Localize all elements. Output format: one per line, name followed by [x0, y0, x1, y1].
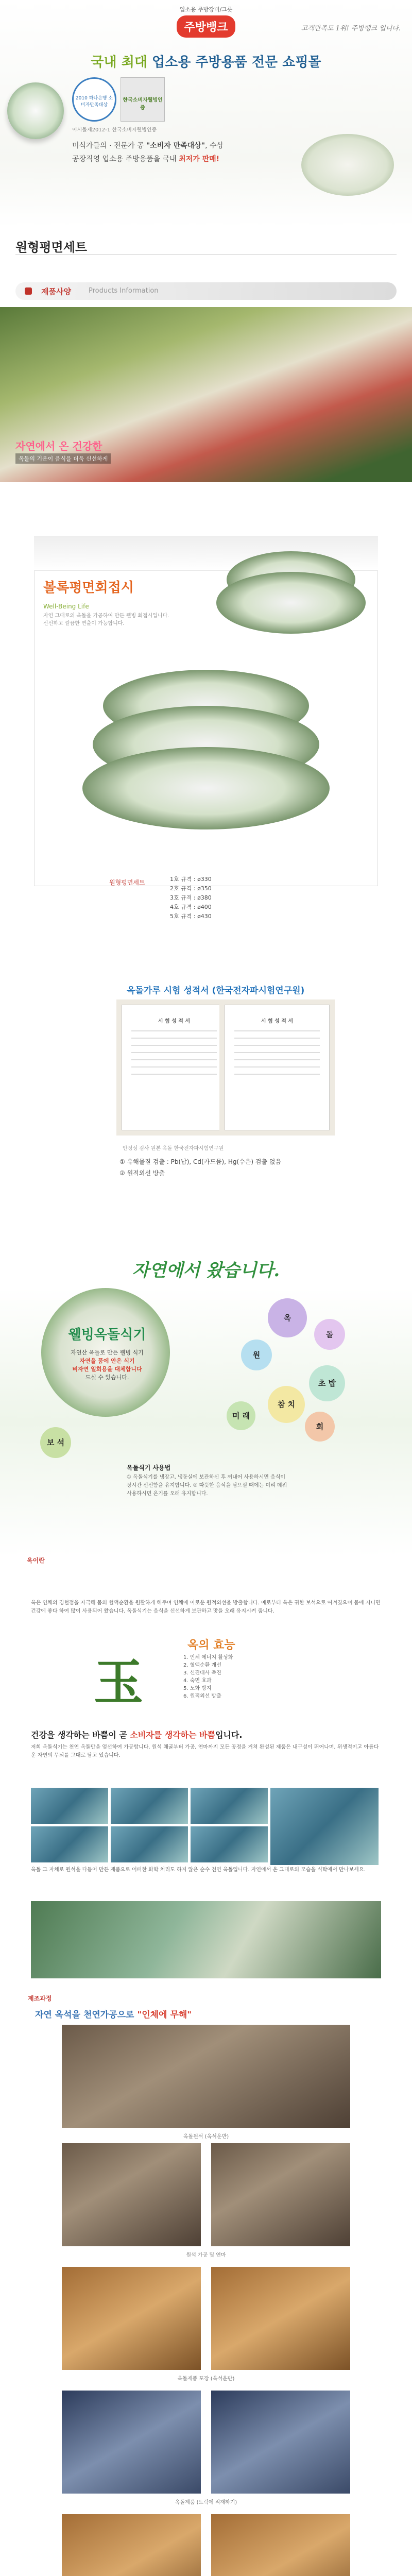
- feature-dot: 미 래: [227, 1401, 255, 1430]
- jade-quarry-photo: [191, 1788, 268, 1824]
- header-slogan: 고객만족도 1위! 주방뱅크 입니다.: [301, 25, 401, 32]
- quarry-caption: 옥돌 그 자체로 원석을 다듬어 만든 제품으로 어떠한 화학 처리도 하지 않은 순수 천연 옥돌입니다. 자연에서 온 그대로의 모습을 식탁에서 만나보세요.: [31, 1867, 366, 1873]
- process-photo: [62, 2025, 350, 2128]
- info-icon: [25, 287, 32, 295]
- process-caption: 옥돌제품 (트럭에 적재하기): [175, 2500, 237, 2505]
- test-result-item: ① 유해물질 검출 : Pb(납), Cd(카드뮴), Hg(수은) 검출 없음: [119, 1158, 281, 1165]
- jade-quarry-photo: [111, 1788, 188, 1824]
- process-photo: [62, 2514, 201, 2576]
- effect-item: 6. 원적외선 방출: [183, 1693, 221, 1699]
- info-bar-label: 제품사양: [41, 287, 71, 296]
- section-label: 옥이란: [27, 1557, 45, 1564]
- headline: 국내 최대 업소용 주방용품 전문 쇼핑몰: [91, 55, 321, 70]
- section-label: 제조과정: [28, 1995, 52, 2002]
- feature-dot: 돌: [314, 1319, 345, 1350]
- photo-caption: 자연에서 온 건강한: [15, 440, 102, 452]
- health-text: 저희 옥돌식기는 천연 옥돌만을 엄선하여 가공합니다. 원석 채굴부터 가공, 연마까지 모든 공정을 거쳐 완성된 제품은 내구성이 뛰어나며, 위생적이고 아름다운 자연의 무늬를 그대로 담고 있습니다.: [31, 1744, 379, 1758]
- effect-item: 1. 인체 에너지 활성화: [183, 1655, 233, 1660]
- size-item: 5호 규격 : ø430: [170, 913, 212, 920]
- test-report-title: 옥돌가루 시험 성적서 (한국전자파시험연구원): [127, 986, 305, 996]
- feature-dot: 원: [241, 1340, 272, 1370]
- jade-character-logo: 玉: [94, 1654, 143, 1711]
- effect-item: 5. 노화 방지: [183, 1686, 212, 1691]
- feature-dot: 보 석: [40, 1427, 71, 1458]
- process-photo: [211, 2267, 350, 2370]
- size-item: 2호 규격 : ø350: [170, 885, 212, 892]
- photo-subcaption: 옥돌의 기운이 음식을 더욱 신선하게: [15, 453, 111, 464]
- feature-dot: 초 밥: [309, 1365, 345, 1401]
- cert-labels: 이시돌제2012-1 한국소비자웰빙인증: [72, 127, 157, 133]
- size-item: 4호 규격 : ø400: [170, 904, 212, 910]
- jade-quarry-photo: [191, 1826, 268, 1862]
- product-english: Well-Being Life: [43, 603, 89, 610]
- process-photo: [211, 2143, 350, 2246]
- info-bar-english: Products Information: [89, 287, 159, 295]
- jade-plate-image: [7, 82, 64, 139]
- jade-title: 웰빙옥돌식기: [68, 1327, 146, 1343]
- size-list: [170, 875, 212, 921]
- process-photo: [62, 2267, 201, 2370]
- page-title: 원형평면세트: [15, 237, 397, 255]
- process-photo: [62, 2391, 201, 2494]
- plate-tier-2: [216, 572, 366, 634]
- plate-tier-5: [82, 747, 330, 829]
- process-photo: [211, 2391, 350, 2494]
- test-report-document: [122, 1005, 227, 1130]
- test-result-item: ② 원적외선 방출: [119, 1170, 165, 1177]
- process-photo: [211, 2514, 350, 2576]
- award-badge: 2010 하나은행 소비자만족대상: [72, 77, 116, 122]
- product-info-bar: [15, 282, 397, 300]
- test-report-document: [225, 1005, 330, 1130]
- feature-dot: 회: [305, 1412, 335, 1442]
- size-item: 3호 규격 : ø380: [170, 894, 212, 901]
- health-headline: 건강을 생각하는 바쁨이 곧 소비자를 생각하는 바쁨입니다.: [31, 1730, 243, 1740]
- jade-subtitle: 자연산 옥돌로 만든 웰빙 식기 자연을 품에 안은 식기 비자연 일회용을 대체합니다 드실 수 있습니다.: [71, 1349, 144, 1381]
- test-results: [119, 1156, 281, 1179]
- jade-quarry-photo: [31, 1788, 108, 1824]
- jade-quarry-photo: [270, 1788, 379, 1865]
- size-item: 1호 규격 : ø330: [170, 876, 212, 883]
- doc-heading: 시 험 성 적 서: [261, 1019, 294, 1024]
- product-description: 자연 그대로의 옥돌을 가공하여 만든 웰빙 회접시입니다. 신선하고 깔끔한 연출이 가능합니다.: [43, 613, 169, 626]
- usage-text: ① 옥돌식기를 냉장고, 냉동실에 보관하신 후 꺼내어 사용하시면 음식이 장시간 신선함을 유지합니다. ② 따뜻한 음식을 담으실 때에는 미리 데워 사용하시면 온기를 오래 유지합니다.: [127, 1475, 287, 1497]
- usage-heading: 옥돌식기 사용법: [127, 1464, 171, 1471]
- logo-name: 주방뱅크: [177, 15, 235, 38]
- logo-subtitle: 업소용 주방장비/그릇: [179, 6, 233, 13]
- nature-headline: 자연에서 왔습니다.: [132, 1260, 280, 1281]
- effect-item: 3. 신진대사 촉진: [183, 1670, 221, 1676]
- jade-quarry-photo: [111, 1826, 188, 1862]
- jade-quarry-photo: [31, 1826, 108, 1862]
- process-caption: 원석 가공 및 연마: [186, 2252, 226, 2258]
- jade-stone-photo: [31, 1901, 381, 1978]
- process-caption: 옥돌제품 포장 (옥석운반): [177, 2376, 235, 2382]
- jade-description: 옥은 인체의 경혈점을 자극해 몸의 혈액순환을 원활하게 해주며 인체에 이로운 원적외선을 방출합니다. 예로부터 옥은 귀한 보석으로 여겨졌으며 몸에 지니면 건강에 좋다 하여 많이 사용되어 왔습니다. 옥돌식기는 음식을 신선하게 보관하고 맛을 오래 유지시켜 줍니다.: [31, 1600, 381, 1614]
- feature-dot: 옥: [268, 1298, 307, 1337]
- effect-item: 2. 혈액순환 개선: [183, 1663, 221, 1668]
- effects-list: [183, 1654, 233, 1700]
- wellbeing-cert-badge: 한국소비자웰빙인증: [121, 77, 165, 122]
- effect-item: 4. 숙면 효과: [183, 1678, 212, 1684]
- feature-dot: 참 치: [268, 1386, 305, 1423]
- logo[interactable]: [164, 5, 248, 52]
- effects-title: 옥의 효능: [187, 1639, 235, 1652]
- plate-image: [301, 134, 394, 196]
- process-photo: [62, 2143, 201, 2246]
- sizes-label: 원형평면세트: [109, 879, 145, 886]
- product-name: 볼록평면회접시: [43, 580, 134, 596]
- process-subtitle: 자연 옥석을 천연가공으로 "인체에 무해": [35, 2010, 192, 2020]
- document-captions: 안정성 검사 원본 옥돌 한국전자파시험연구원: [123, 1146, 224, 1151]
- doc-heading: 시 험 성 적 서: [158, 1019, 191, 1024]
- intro-text: 미식가들의 · 전문가 공 "소비자 만족대상", 수상 공장직영 업소용 주방용품을 국내 최저가 판매!: [72, 142, 224, 163]
- process-caption: 옥돌원석 (옥석운반): [183, 2134, 229, 2140]
